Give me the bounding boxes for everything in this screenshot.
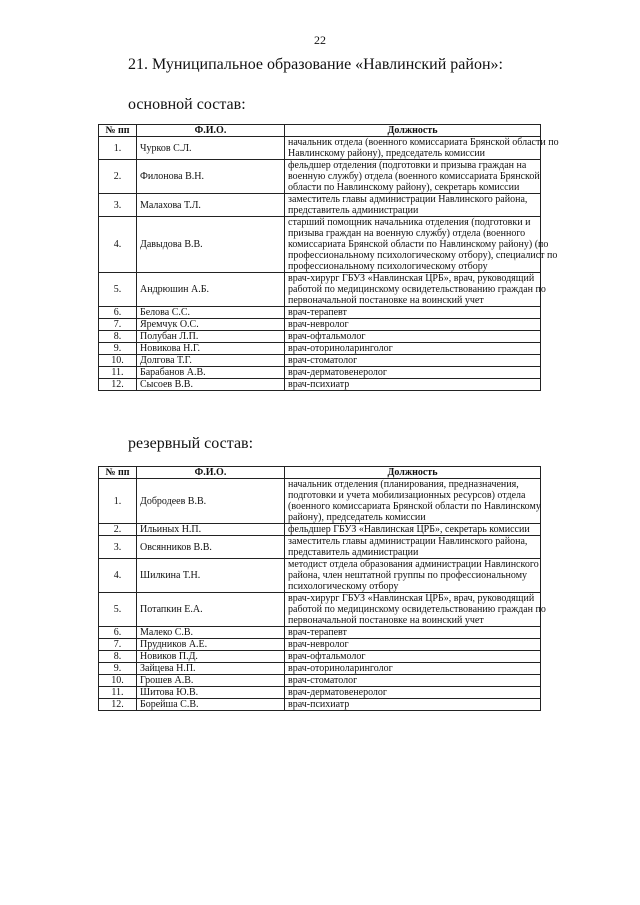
position-line: работой по медицинскому освидетельствованию граждан по [288,284,546,295]
cell-name: Новиков П.Д. [137,651,285,663]
table-row [99,367,541,379]
cell-name: Прудников А.Е. [137,639,285,651]
position-line: профессиональному психологическому отбору [288,261,488,272]
position-line: фельдшер отделения (подготовки и призыва граждан на [288,160,527,171]
cell-name: Полубан Л.П. [137,331,285,343]
cell-num: 9. [99,663,137,675]
cell-num: 7. [99,639,137,651]
position-line: психологическому отбору [288,581,399,592]
position-line: начальник отдела (военного комиссариата Брянской области по [288,137,559,148]
table-row [99,593,541,627]
cell-num: 3. [99,536,137,559]
cell-position [285,675,541,687]
position-line: врач-психиатр [288,379,350,390]
position-line: врач-терапевт [288,307,347,318]
position-line: врач-хирург ГБУЗ «Навлинская ЦРБ», врач, руководящий [288,593,535,604]
header-name: Ф.И.О. [137,467,285,479]
table-row [99,524,541,536]
cell-name: Борейша С.В. [137,699,285,711]
position-line: врач-офтальмолог [288,651,366,662]
position-line: заместитель главы администрации Навлинского района, [288,194,528,205]
cell-num: 1. [99,479,137,524]
cell-name: Барабанов А.В. [137,367,285,379]
table-row [99,536,541,559]
position-line: врач-офтальмолог [288,331,366,342]
position-line: профессиональному психологическому отбору), специалист по [288,250,558,261]
cell-num: 8. [99,651,137,663]
table-row [99,307,541,319]
cell-position [285,639,541,651]
cell-num: 11. [99,687,137,699]
cell-num: 1. [99,137,137,160]
cell-position [285,687,541,699]
table-row [99,379,541,391]
cell-position [285,379,541,391]
cell-position [285,217,558,273]
reserve-composition-table [98,466,546,711]
table-row [99,331,541,343]
cell-name: Овсянников В.В. [137,536,285,559]
cell-num: 12. [99,699,137,711]
position-line: работой по медицинскому освидетельствованию граждан по [288,604,546,615]
cell-num: 4. [99,217,137,273]
cell-num: 10. [99,355,137,367]
table-header-row [99,125,541,137]
position-line: методист отдела образования администрации Навлинского [288,559,539,570]
table-row [99,319,541,331]
cell-position [285,593,546,627]
header-name: Ф.И.О. [137,125,285,137]
cell-position [285,627,541,639]
table-row [99,479,541,524]
position-line: комиссариата Брянской области по Навлинскому району) (по [288,239,549,250]
table-row [99,217,541,273]
cell-name: Чурков С.Л. [137,137,285,160]
cell-num: 4. [99,559,137,593]
cell-num: 2. [99,160,137,194]
cell-name: Зайцева Н.П. [137,663,285,675]
cell-name: Потапкин Е.А. [137,593,285,627]
table-row [99,355,541,367]
position-line: врач-стоматолог [288,675,358,686]
cell-position [285,194,541,217]
main-composition-table [98,124,559,391]
page-number: 22 [314,33,326,47]
position-line: району), председатель комиссии [288,512,426,523]
position-line: врач-стоматолог [288,355,358,366]
position-line: врач-невролог [288,639,349,650]
cell-name: Долгова Т.Г. [137,355,285,367]
cell-num: 7. [99,319,137,331]
position-line: врач-хирург ГБУЗ «Навлинская ЦРБ», врач, руководящий [288,273,535,284]
cell-name: Филонова В.Н. [137,160,285,194]
cell-position [285,367,541,379]
position-line: врач-психиатр [288,699,350,710]
cell-position [285,307,541,319]
cell-name: Шитова Ю.В. [137,687,285,699]
position-line: призыва граждан на военную службу) отдела (военного [288,228,526,239]
section-heading: 21. Муниципальное образование «Навлинский район»: [128,56,503,73]
cell-name: Ильиных Н.П. [137,524,285,536]
position-line: врач-оториноларинголог [288,663,393,674]
cell-num: 5. [99,593,137,627]
cell-num: 5. [99,273,137,307]
cell-position [285,663,541,675]
position-line: врач-терапевт [288,627,347,638]
cell-name: Малеко С.В. [137,627,285,639]
table-row [99,559,541,593]
cell-name: Шилкина Т.Н. [137,559,285,593]
position-line: врач-дерматовенеролог [288,367,388,378]
cell-num: 11. [99,367,137,379]
table-row [99,687,541,699]
table-row [99,675,541,687]
position-line: района, член нештатной группы по профессиональному [288,570,528,581]
cell-name: Яремчук О.С. [137,319,285,331]
table-row [99,194,541,217]
cell-position [285,536,541,559]
position-line: врач-оториноларинголог [288,343,393,354]
table-row [99,160,541,194]
position-line: представитель администрации [288,205,419,216]
cell-position [285,331,541,343]
header-position: Должность [285,125,541,137]
position-line: заместитель главы администрации Навлинского района, [288,536,528,547]
position-line: старший помощник начальника отделения (подготовки и [288,217,531,228]
header-num: № пп [99,125,137,137]
header-position: Должность [285,467,541,479]
position-line: первоначальной постановке на воинский учет [288,615,484,626]
cell-position [285,559,541,593]
cell-name: Добродеев В.В. [137,479,285,524]
cell-name: Давыдова В.В. [137,217,285,273]
table-row [99,651,541,663]
cell-name: Сысоев В.В. [137,379,285,391]
cell-num: 2. [99,524,137,536]
position-line: фельдшер ГБУЗ «Навлинская ЦРБ», секретарь комиссии [288,524,530,535]
cell-position [285,137,559,160]
table-row [99,699,541,711]
cell-num: 8. [99,331,137,343]
reserve-composition-label: резервный состав: [128,435,254,452]
position-line: подготовки и учета мобилизационных ресурсов) отдела [288,490,526,501]
cell-name: Малахова Т.Л. [137,194,285,217]
cell-name: Андрюшин А.Б. [137,273,285,307]
table-row [99,343,541,355]
table-row [99,639,541,651]
position-line: начальник отделения (планирования, предназначения, [288,479,519,490]
cell-num: 9. [99,343,137,355]
table-row [99,627,541,639]
position-line: области по Навлинскому району), секретарь комиссии [288,182,520,193]
cell-num: 6. [99,627,137,639]
header-num: № пп [99,467,137,479]
position-line: (военного комиссариата Брянской области по Навлинскому [288,501,541,512]
cell-num: 10. [99,675,137,687]
cell-name: Новикова Н.Г. [137,343,285,355]
table-row [99,663,541,675]
table-row [99,137,541,160]
main-composition-label: основной состав: [128,96,246,113]
cell-name: Грошев А.В. [137,675,285,687]
position-line: Навлинскому району), председатель комиссии [288,148,486,159]
position-line: врач-невролог [288,319,349,330]
cell-position [285,524,541,536]
cell-num: 3. [99,194,137,217]
cell-num: 6. [99,307,137,319]
cell-num: 12. [99,379,137,391]
cell-position [285,355,541,367]
table-row [99,273,541,307]
position-line: представитель администрации [288,547,419,558]
cell-name: Белова С.С. [137,307,285,319]
cell-position [285,343,541,355]
cell-position [285,699,541,711]
cell-position [285,651,541,663]
cell-position [285,479,541,524]
cell-position [285,160,541,194]
position-line: врач-дерматовенеролог [288,687,388,698]
cell-position [285,273,546,307]
table-header-row [99,467,541,479]
position-line: первоначальной постановке на воинский учет [288,295,484,306]
cell-position [285,319,541,331]
position-line: военную службу) отдела (военного комиссариата Брянской [288,171,540,182]
